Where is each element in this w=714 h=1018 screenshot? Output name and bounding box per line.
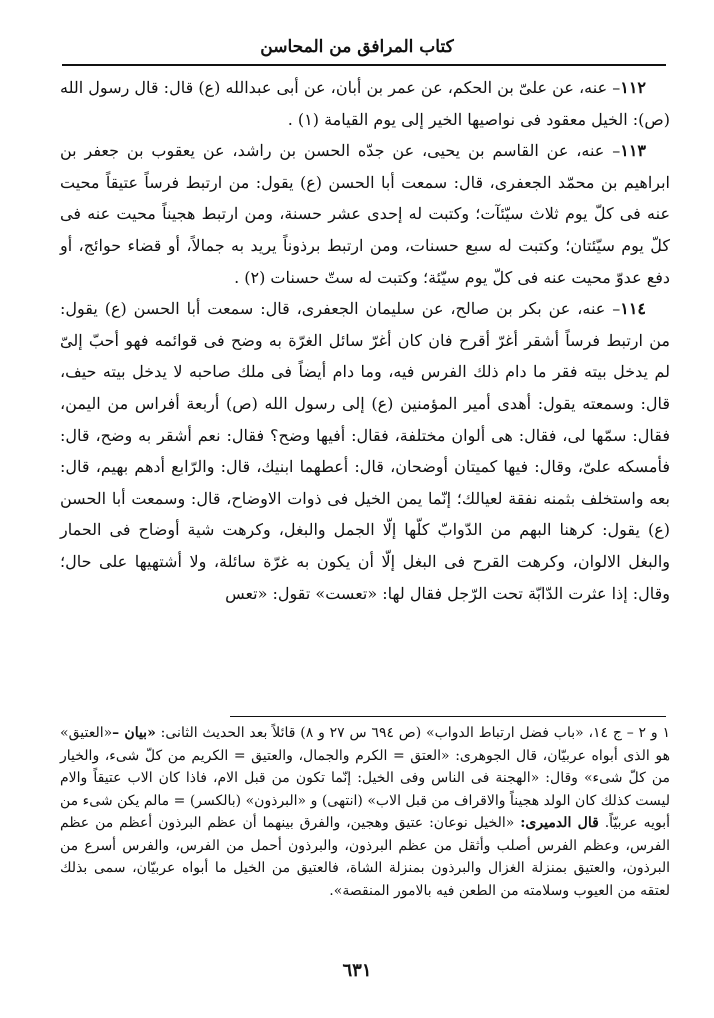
hadith-number: ١١٢ xyxy=(620,78,646,97)
footnote-damiri-text: «الخيل نوعان: عتيق وهجين، والفرق بينهما أن عظم البرذون أعظم من عظم الفرس، وعظم الفرس أصلب وأثقل من عظم البرذون، والبرذون أحمل من الفرس، والفرس أسرع من البرذون، والعتيق بمنزلة الغزال والبرذون بمنزلة الشاة، فالعتيق من الخيل ما أبواه عربيّان، سمى بذلك لعتقه من العيوب وسلامته من الطعن فيه بالامور المنقصة». xyxy=(60,815,670,899)
hadith-text: – عنه، عن بكر بن صالح، عن سليمان الجعفرى، قال: سمعت أبا الحسن (ع) يقول: من ارتبط فرساً أشقر أغرّ أقرح فان كان أغرّ سائل الغرّة به وضح فى قوائمه فهو أحبّ إلىّ لم يدخل بيته فقر ما دام ذلك الفرس فيه، وما دام أيضاً فى ملك صاحبه لا يدخل بيته حيف، قال: وسمعته يقول: أهدى أمير المؤمنين (ع) إلى رسول الله (ص) أربعة أفراس من اليمن، فقال: سمّها لى، فقال: هى ألوان مختلفة، فقال: أفيها وضح؟ فقال: نعم أشقر به وضح، قال: فأمسكه علىّ، وقال: فيها كميتان أوضحان، قال: أعطهما ابنيك، قال: والرّابع أدهم بهيم، قال: بعه واستخلف بثمنه نفقة لعيالك؛ إنّما يمن الخيل فى ذوات الاوضاح، قال: وسمعت أبا الحسن (ع) يقول: كرهنا البهم من الدّوابّ كلّها إلّا الجمل والبغل، وكرهت شية أوضاح فى الحمار والبغل الالوان، وكرهت القرح فى البغل إلّا أن يكون به غرّة سائلة، ولا أشتهيها على حال؛ وقال: إذا عثرت الدّابّة تحت الرّجل فقال لها: «تعست» تقول: «تعس xyxy=(60,299,671,603)
footnote-divider xyxy=(230,716,666,717)
footnote-damiri-label: قال الدميرى: xyxy=(520,815,599,831)
page-number: ٦٣١ xyxy=(342,960,372,981)
footnote-reference: ١ و ٢ – ج ١٤، «باب فضل ارتباط الدواب» (ص ٦٩٤ س ٢٧ و ٨) قائلاً بعد الحديث الثانى: xyxy=(160,725,670,741)
hadith-112 xyxy=(60,72,670,135)
footnotes xyxy=(60,722,670,902)
footnote-bayan-text: «العتيق» هو الذى أبواه عربيّان، قال الجوهرى: «العتق = الكرم والجمال، والعتيق = الكريم من كلّ شىء، والخيار من كلّ شىء» وقال: «الهجنة فى الناس وفى الخيل: إنّما تكون من قبل الام، فاذا كان الاب عتيقاً والام ليست كذلك كان الولد هجيناً والاقراف من قبل الاب» (انتهى) و «البرذون» (بالكسر) = مالم يكن شىء من أبويه عربيّاً. xyxy=(60,725,670,831)
hadith-114 xyxy=(60,293,670,609)
footnote-bayan-label: «بيان – xyxy=(112,725,156,741)
hadith-number: ١١٣ xyxy=(620,141,646,161)
page-title: كتاب المرافق من المحاسن xyxy=(260,37,454,57)
hadith-text: – عنه، عن علىّ بن الحكم، عن عمر بن أبان، عن أبى عبدالله (ع) قال: قال رسول الله (ص): الخيل معقود فى نواصيها الخير إلى يوم القيامة (١) . xyxy=(60,78,670,129)
hadith-text: – عنه، عن القاسم بن يحيى، عن جدّه الحسن بن راشد، عن يعقوب بن جعفر بن ابراهيم بن محمّد الجعفرى، قال: سمعت أبا الحسن (ع) يقول: من ارتبط فرساً عتيقاً محيت عنه فى كلّ يوم ثلاث سيّئآت؛ وكتبت له إحدى عشر حسنة، ومن ارتبط هجيناً محيت عنه فى كلّ يوم سيّئتان؛ وكتبت له سبع حسنات، ومن ارتبط برذوناً يريد به جمالاً، أو قضاء حوائج، أو دفع عدوّ محيت عنه فى كلّ يوم سيّئة؛ وكتبت له ستّ حسنات (٢) . xyxy=(60,141,670,287)
header-divider xyxy=(62,64,666,66)
footnote-paragraph xyxy=(60,722,670,902)
hadith-113 xyxy=(60,135,670,293)
main-text xyxy=(60,72,670,609)
hadith-number: ١١٤ xyxy=(620,299,646,319)
